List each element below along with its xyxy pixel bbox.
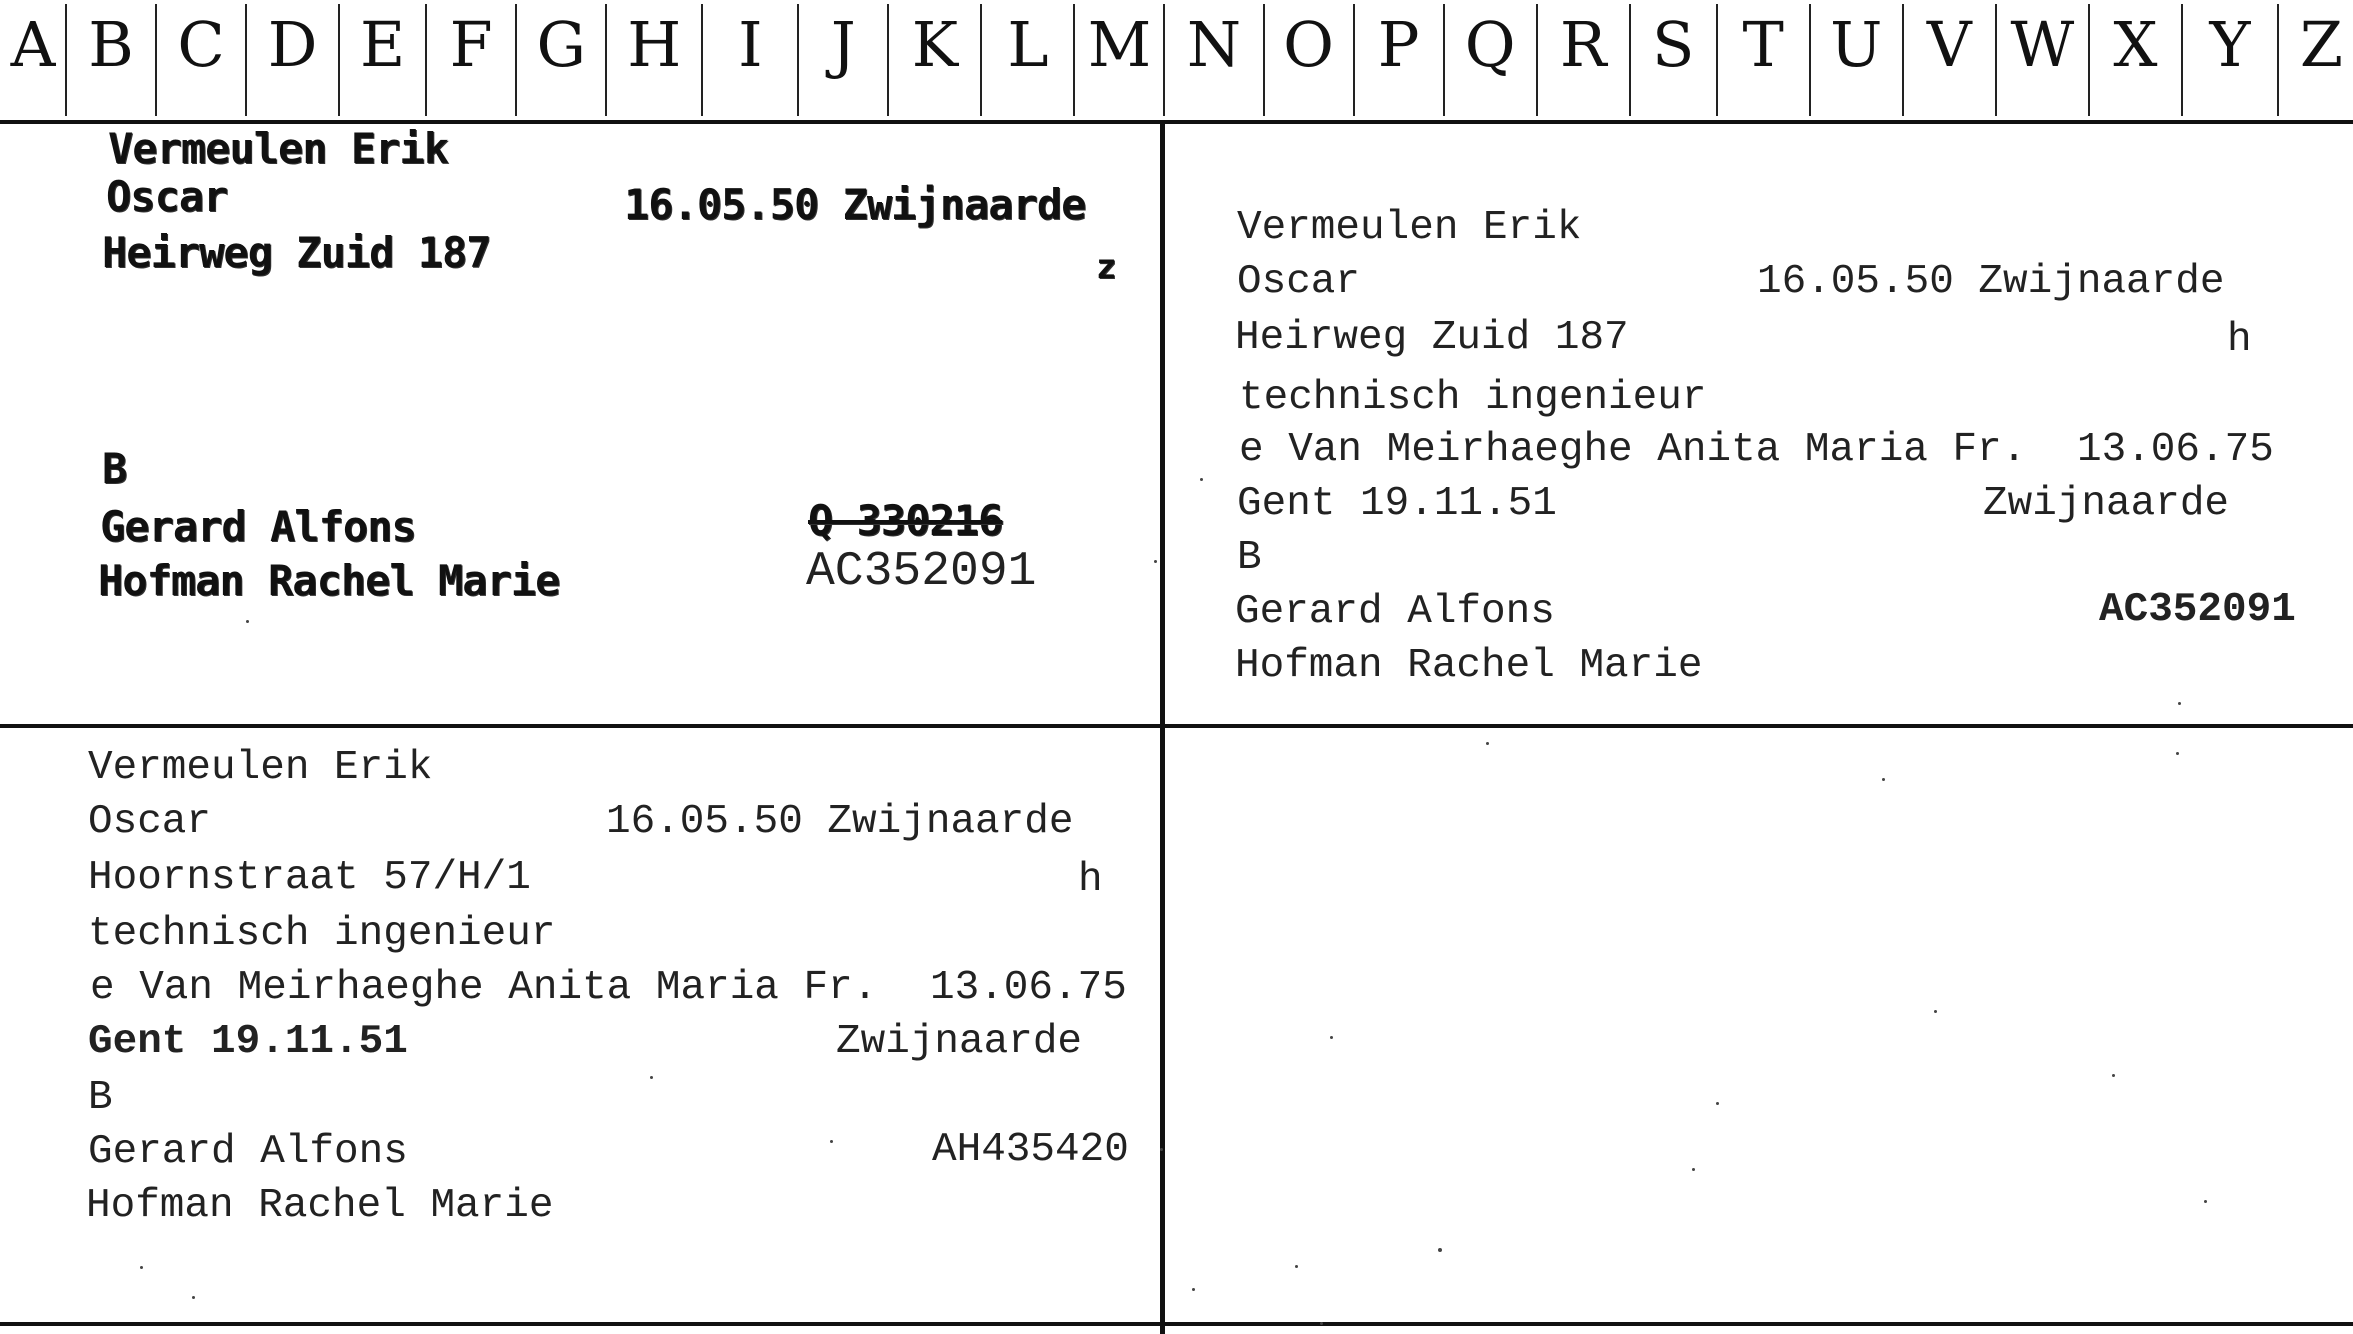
card-2-spouse-birth: Gent 19.11.51 [1237, 481, 1557, 527]
scan-speck [140, 1266, 143, 1269]
registry-card-2 [1165, 128, 2353, 724]
index-separator [2088, 4, 2090, 116]
card-2-marriage-place: Zwijnaarde [1983, 481, 2230, 527]
index-separator [1902, 4, 1904, 116]
scan-speck [2204, 1200, 2207, 1203]
index-separator [1263, 4, 1265, 116]
registry-card-4-empty [1165, 728, 2353, 1322]
index-letter-m: M [1087, 8, 1152, 81]
index-separator [65, 4, 67, 116]
registry-card-3 [0, 728, 1160, 1322]
index-separator [1809, 4, 1811, 116]
index-letter-e: E [360, 8, 406, 81]
index-separator [515, 4, 517, 116]
index-separator [605, 4, 607, 116]
card-3-spouse: e Van Meirhaeghe Anita Maria Fr. [90, 965, 878, 1011]
card-1-old-number: Q 330216 [808, 496, 1003, 545]
scan-speck [1320, 1322, 1323, 1325]
index-letter-a: A [10, 8, 56, 81]
card-divider-horizontal-bottom [0, 1322, 2353, 1326]
card-1-marker: z [1096, 247, 1116, 287]
card-2-second-name: Oscar [1237, 259, 1361, 305]
card-1-father: Gerard Alfons [100, 502, 416, 551]
scan-speck [1200, 478, 1203, 481]
card-3-second-name: Oscar [88, 799, 212, 845]
index-letter-r: R [1559, 8, 1607, 81]
index-letter-j: J [830, 8, 856, 81]
scan-speck [1692, 1168, 1695, 1171]
card-1-address: Heirweg Zuid 187 [102, 228, 491, 277]
scan-speck [830, 1140, 833, 1143]
card-1-number: AC352091 [806, 545, 1037, 599]
index-letter-d: D [267, 8, 318, 81]
index-letter-v: V [1926, 8, 1972, 81]
index-separator [1073, 4, 1075, 116]
index-letter-f: F [449, 8, 493, 81]
index-letter-i: I [738, 8, 763, 81]
index-letter-o: O [1283, 8, 1334, 81]
scan-speck [1154, 560, 1157, 563]
scan-speck [1192, 1288, 1195, 1291]
card-3-marriage-date: 13.06.75 [930, 965, 1127, 1011]
index-separator [425, 4, 427, 116]
index-letter-g: G [536, 8, 586, 81]
index-separator [1716, 4, 1718, 116]
index-letter-t: T [1742, 8, 1784, 81]
index-letter-b: B [88, 8, 134, 81]
index-letter-s: S [1651, 8, 1695, 81]
scan-speck [650, 1076, 653, 1079]
card-2-number: AC352091 [2099, 587, 2296, 633]
index-separator [980, 4, 982, 116]
index-separator [797, 4, 799, 116]
card-2-marriage-date: 13.06.75 [2077, 427, 2274, 473]
index-letter-q: Q [1464, 8, 1516, 81]
index-letter-h: H [627, 8, 682, 81]
index-separator [1163, 4, 1165, 116]
card-2-address: Heirweg Zuid 187 [1235, 315, 1629, 361]
card-2-father: Gerard Alfons [1235, 589, 1555, 635]
card-3-profession: technisch ingenieur [88, 911, 556, 957]
scan-speck [1486, 742, 1489, 745]
card-1-name: Vermeulen Erik [108, 124, 449, 173]
index-letter-c: C [177, 8, 225, 81]
scan-speck [2112, 1074, 2115, 1077]
card-2-profession: technisch ingenieur [1239, 375, 1707, 421]
card-3-mother: Hofman Rachel Marie [86, 1183, 554, 1229]
index-separator [338, 4, 340, 116]
scan-speck [192, 1296, 195, 1299]
index-letter-l: L [1007, 8, 1049, 81]
scan-speck [1330, 1036, 1333, 1039]
index-letter-k: K [911, 8, 959, 81]
index-letter-u: U [1830, 8, 1883, 81]
card-3-spouse-birth: Gent 19.11.51 [88, 1019, 408, 1065]
card-3-nationality: B [88, 1075, 113, 1121]
index-separator [2181, 4, 2183, 116]
scan-speck [246, 620, 249, 623]
index-letter-p: P [1377, 8, 1420, 81]
scan-speck [1716, 1102, 1719, 1105]
scan-speck [1882, 778, 1885, 781]
index-letter-w: W [2010, 8, 2075, 81]
card-2-mother: Hofman Rachel Marie [1235, 643, 1703, 689]
scan-speck [1438, 1248, 1442, 1252]
index-separator [1629, 4, 1631, 116]
card-3-name: Vermeulen Erik [88, 745, 433, 791]
index-letter-x: X [2113, 8, 2158, 81]
card-3-address: Hoornstraat 57/H/1 [88, 855, 531, 901]
card-1-mother: Hofman Rachel Marie [98, 556, 560, 605]
card-3-father: Gerard Alfons [88, 1129, 408, 1175]
scan-speck [1160, 1148, 1163, 1151]
scan-speck [2176, 752, 2179, 755]
card-1-second-name: Oscar [106, 172, 228, 221]
card-3-marker: h [1078, 857, 1103, 903]
scan-speck [1295, 1265, 1298, 1268]
card-2-birth: 16.05.50 Zwijnaarde [1757, 259, 2225, 305]
alphabet-index-strip [0, 0, 2353, 124]
index-separator [887, 4, 889, 116]
index-separator [1353, 4, 1355, 116]
card-3-marriage-place: Zwijnaarde [836, 1019, 1083, 1065]
index-separator [2277, 4, 2279, 116]
scan-speck [1934, 1010, 1937, 1013]
card-1-birth: 16.05.50 Zwijnaarde [624, 180, 1086, 229]
index-separator [701, 4, 703, 116]
registry-card-1 [0, 124, 1160, 724]
index-separator [155, 4, 157, 116]
card-2-spouse: e Van Meirhaeghe Anita Maria Fr. [1239, 427, 2027, 473]
index-letter-z: Z [2299, 8, 2344, 81]
card-2-marker: h [2227, 317, 2252, 363]
card-1-nationality: B [102, 444, 127, 493]
card-3-number: AH435420 [932, 1127, 1129, 1173]
card-3-birth: 16.05.50 Zwijnaarde [606, 799, 1074, 845]
scan-speck [2178, 702, 2181, 705]
index-separator [1995, 4, 1997, 116]
card-2-nationality: B [1237, 535, 1262, 581]
index-separator [1536, 4, 1538, 116]
index-separator [245, 4, 247, 116]
index-separator [1443, 4, 1445, 116]
index-letter-y: Y [2209, 8, 2251, 81]
card-2-name: Vermeulen Erik [1237, 205, 1582, 251]
index-letter-n: N [1186, 8, 1242, 81]
